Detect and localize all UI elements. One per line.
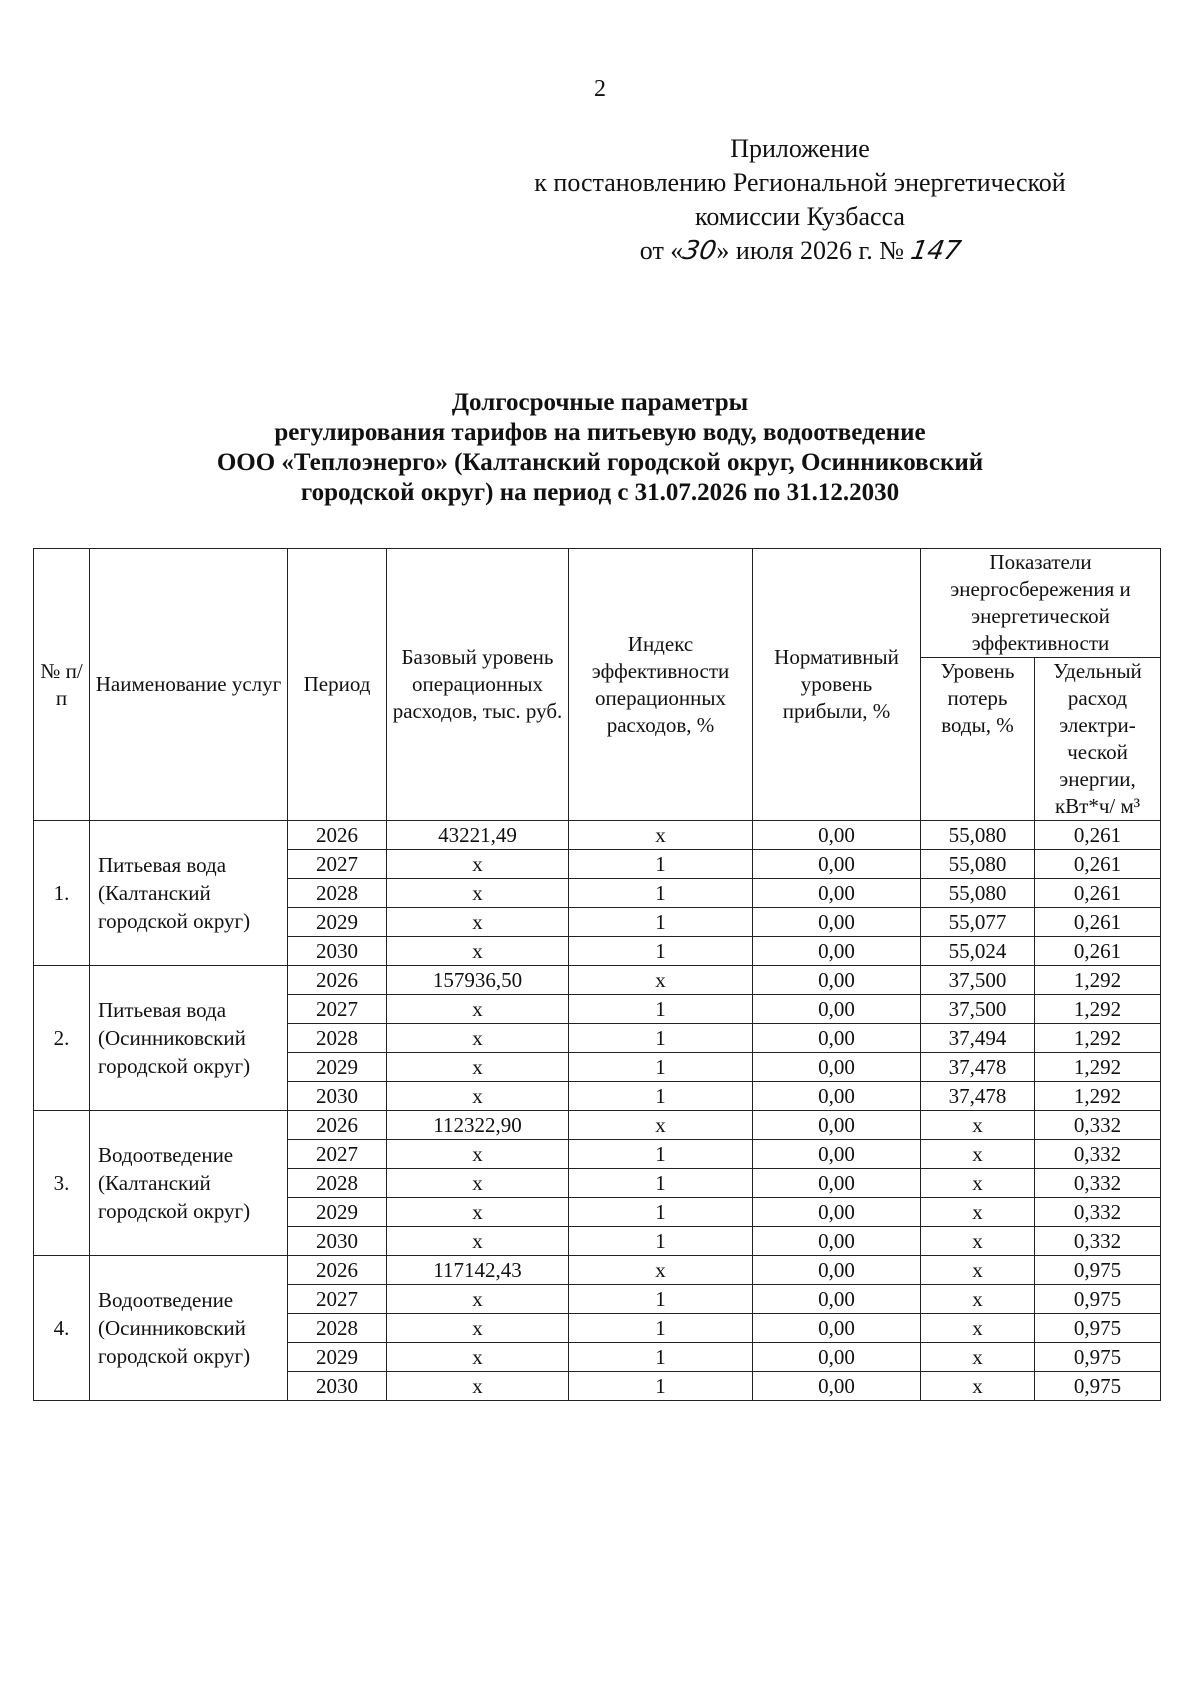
cell-power: 0,975 (1035, 1372, 1161, 1401)
row-number: 3. (34, 1111, 90, 1256)
cell-period: 2028 (288, 1314, 387, 1343)
cell-loss: 55,080 (921, 821, 1035, 850)
row-number: 1. (34, 821, 90, 966)
cell-index: 1 (569, 850, 753, 879)
handwritten-number: 147 (907, 236, 963, 266)
cell-loss: х (921, 1111, 1035, 1140)
cell-index: х (569, 1256, 753, 1285)
cell-index: 1 (569, 1372, 753, 1401)
cell-loss: 55,077 (921, 908, 1035, 937)
appendix-line-3: комиссии Кузбасса (695, 202, 905, 231)
cell-index: 1 (569, 1198, 753, 1227)
title-line-1: Долгосрочные параметры (451, 389, 749, 416)
cell-loss: х (921, 1256, 1035, 1285)
cell-loss: 37,494 (921, 1024, 1035, 1053)
cell-profit: 0,00 (753, 937, 921, 966)
cell-profit: 0,00 (753, 879, 921, 908)
cell-loss: х (921, 1372, 1035, 1401)
cell-base: х (387, 1285, 569, 1314)
service-name: Питьевая вода (Осинниковский городской округ) (90, 966, 288, 1111)
cell-profit: 0,00 (753, 821, 921, 850)
cell-profit: 0,00 (753, 850, 921, 879)
cell-profit: 0,00 (753, 1053, 921, 1082)
cell-profit: 0,00 (753, 1198, 921, 1227)
cell-index: х (569, 821, 753, 850)
cell-index: 1 (569, 908, 753, 937)
cell-power: 0,261 (1035, 850, 1161, 879)
table-row (34, 1111, 1161, 1140)
cell-base: 112322,90 (387, 1111, 569, 1140)
date-middle: » июля 2026 г. № (716, 236, 911, 265)
cell-base: х (387, 850, 569, 879)
cell-power: 1,292 (1035, 966, 1161, 995)
cell-profit: 0,00 (753, 1024, 921, 1053)
cell-index: 1 (569, 879, 753, 908)
cell-base: х (387, 1140, 569, 1169)
header-energy-group: Показатели энергосбережения и энергетической эффективности (921, 549, 1161, 658)
header-efficiency-index: Индекс эффективности операционных расходов, % (569, 549, 753, 821)
cell-index: 1 (569, 1285, 753, 1314)
cell-index: 1 (569, 1140, 753, 1169)
cell-profit: 0,00 (753, 995, 921, 1024)
cell-power: 0,975 (1035, 1256, 1161, 1285)
cell-power: 1,292 (1035, 1024, 1161, 1053)
cell-index: 1 (569, 1053, 753, 1082)
cell-profit: 0,00 (753, 1314, 921, 1343)
cell-period: 2030 (288, 1227, 387, 1256)
cell-loss: 55,024 (921, 937, 1035, 966)
cell-period: 2030 (288, 1082, 387, 1111)
header-period: Период (288, 549, 387, 821)
cell-period: 2027 (288, 1140, 387, 1169)
cell-profit: 0,00 (753, 966, 921, 995)
cell-power: 0,975 (1035, 1285, 1161, 1314)
title-line-4: городской округ) на период с 31.07.2026 по 31.12.2030 (300, 479, 900, 506)
cell-loss: х (921, 1169, 1035, 1198)
table-row (34, 821, 1161, 850)
cell-base: х (387, 937, 569, 966)
cell-period: 2029 (288, 1053, 387, 1082)
cell-loss: 55,080 (921, 850, 1035, 879)
cell-power: 0,261 (1035, 937, 1161, 966)
cell-period: 2027 (288, 995, 387, 1024)
cell-profit: 0,00 (753, 1227, 921, 1256)
cell-base: х (387, 1343, 569, 1372)
cell-power: 0,975 (1035, 1314, 1161, 1343)
document-title (0, 388, 1200, 508)
cell-profit: 0,00 (753, 1285, 921, 1314)
cell-power: 1,292 (1035, 1082, 1161, 1111)
cell-power: 0,261 (1035, 821, 1161, 850)
cell-base: х (387, 1169, 569, 1198)
cell-base: х (387, 1227, 569, 1256)
cell-power: 0,332 (1035, 1227, 1161, 1256)
cell-profit: 0,00 (753, 1082, 921, 1111)
cell-period: 2028 (288, 879, 387, 908)
table-row (34, 1256, 1161, 1285)
header-water-loss: Уровень потерь воды, % (921, 658, 1035, 821)
service-name: Водоотведение (Осинниковский городской округ) (90, 1256, 288, 1401)
cell-profit: 0,00 (753, 1256, 921, 1285)
cell-index: 1 (569, 1169, 753, 1198)
cell-profit: 0,00 (753, 1169, 921, 1198)
cell-loss: х (921, 1343, 1035, 1372)
cell-period: 2030 (288, 1372, 387, 1401)
cell-period: 2027 (288, 850, 387, 879)
cell-index: 1 (569, 1082, 753, 1111)
cell-power: 0,332 (1035, 1169, 1161, 1198)
cell-base: х (387, 908, 569, 937)
service-name: Питьевая вода (Калтанский городской округ) (90, 821, 288, 966)
cell-loss: х (921, 1198, 1035, 1227)
cell-base: х (387, 879, 569, 908)
cell-index: 1 (569, 1343, 753, 1372)
cell-base: 117142,43 (387, 1256, 569, 1285)
title-line-3: ООО «Теплоэнерго» (Калтанский городской округ, Осинниковский (216, 449, 984, 476)
page-number: 2 (594, 76, 606, 102)
cell-power: 0,261 (1035, 879, 1161, 908)
cell-loss: 37,500 (921, 966, 1035, 995)
cell-period: 2028 (288, 1169, 387, 1198)
cell-base: х (387, 1198, 569, 1227)
cell-period: 2029 (288, 1198, 387, 1227)
date-prefix: от « (639, 236, 684, 265)
table-body (34, 821, 1161, 1401)
appendix-line-1: Приложение (730, 134, 870, 163)
cell-profit: 0,00 (753, 908, 921, 937)
cell-base: 157936,50 (387, 966, 569, 995)
cell-profit: 0,00 (753, 1343, 921, 1372)
appendix-date-line (500, 234, 1100, 268)
cell-power: 0,261 (1035, 908, 1161, 937)
cell-index: 1 (569, 1314, 753, 1343)
cell-loss: 37,478 (921, 1053, 1035, 1082)
cell-loss: 55,080 (921, 879, 1035, 908)
cell-loss: х (921, 1314, 1035, 1343)
cell-profit: 0,00 (753, 1111, 921, 1140)
table-row (34, 966, 1161, 995)
header-base-opex: Базовый уровень операционных расходов, тыс. руб. (387, 549, 569, 821)
cell-base: 43221,49 (387, 821, 569, 850)
header-power-consumption: Удельный расход электри-ческой энергии, кВт*ч/ м³ (1035, 658, 1161, 821)
header-num: № п/п (34, 549, 90, 821)
cell-base: х (387, 1082, 569, 1111)
cell-power: 0,332 (1035, 1198, 1161, 1227)
header-name: Наименование услуг (90, 549, 288, 821)
appendix-line-2: к постановлению Региональной энергетической (534, 168, 1066, 197)
cell-base: х (387, 1314, 569, 1343)
cell-loss: 37,478 (921, 1082, 1035, 1111)
cell-power: 0,975 (1035, 1343, 1161, 1372)
cell-loss: х (921, 1227, 1035, 1256)
cell-base: х (387, 1053, 569, 1082)
cell-period: 2029 (288, 1343, 387, 1372)
cell-base: х (387, 1024, 569, 1053)
parameters-table (33, 548, 1161, 1401)
row-number: 4. (34, 1256, 90, 1401)
cell-period: 2026 (288, 1111, 387, 1140)
cell-base: х (387, 995, 569, 1024)
cell-index: 1 (569, 1227, 753, 1256)
cell-profit: 0,00 (753, 1372, 921, 1401)
appendix-header (500, 132, 1100, 268)
cell-power: 1,292 (1035, 995, 1161, 1024)
handwritten-day: 30 (680, 236, 720, 266)
cell-loss: х (921, 1285, 1035, 1314)
cell-index: 1 (569, 995, 753, 1024)
cell-power: 1,292 (1035, 1053, 1161, 1082)
cell-power: 0,332 (1035, 1140, 1161, 1169)
cell-index: х (569, 1111, 753, 1140)
cell-power: 0,332 (1035, 1111, 1161, 1140)
cell-period: 2028 (288, 1024, 387, 1053)
cell-index: х (569, 966, 753, 995)
cell-loss: 37,500 (921, 995, 1035, 1024)
cell-period: 2026 (288, 966, 387, 995)
cell-index: 1 (569, 1024, 753, 1053)
header-profit-level: Нормативный уровень прибыли, % (753, 549, 921, 821)
cell-period: 2030 (288, 937, 387, 966)
cell-period: 2029 (288, 908, 387, 937)
cell-period: 2026 (288, 821, 387, 850)
cell-profit: 0,00 (753, 1140, 921, 1169)
cell-period: 2027 (288, 1285, 387, 1314)
cell-loss: х (921, 1140, 1035, 1169)
title-line-2: регулирования тарифов на питьевую воду, водоотведение (274, 419, 926, 446)
service-name: Водоотведение (Калтанский городской округ) (90, 1111, 288, 1256)
row-number: 2. (34, 966, 90, 1111)
cell-base: х (387, 1372, 569, 1401)
cell-period: 2026 (288, 1256, 387, 1285)
cell-index: 1 (569, 937, 753, 966)
